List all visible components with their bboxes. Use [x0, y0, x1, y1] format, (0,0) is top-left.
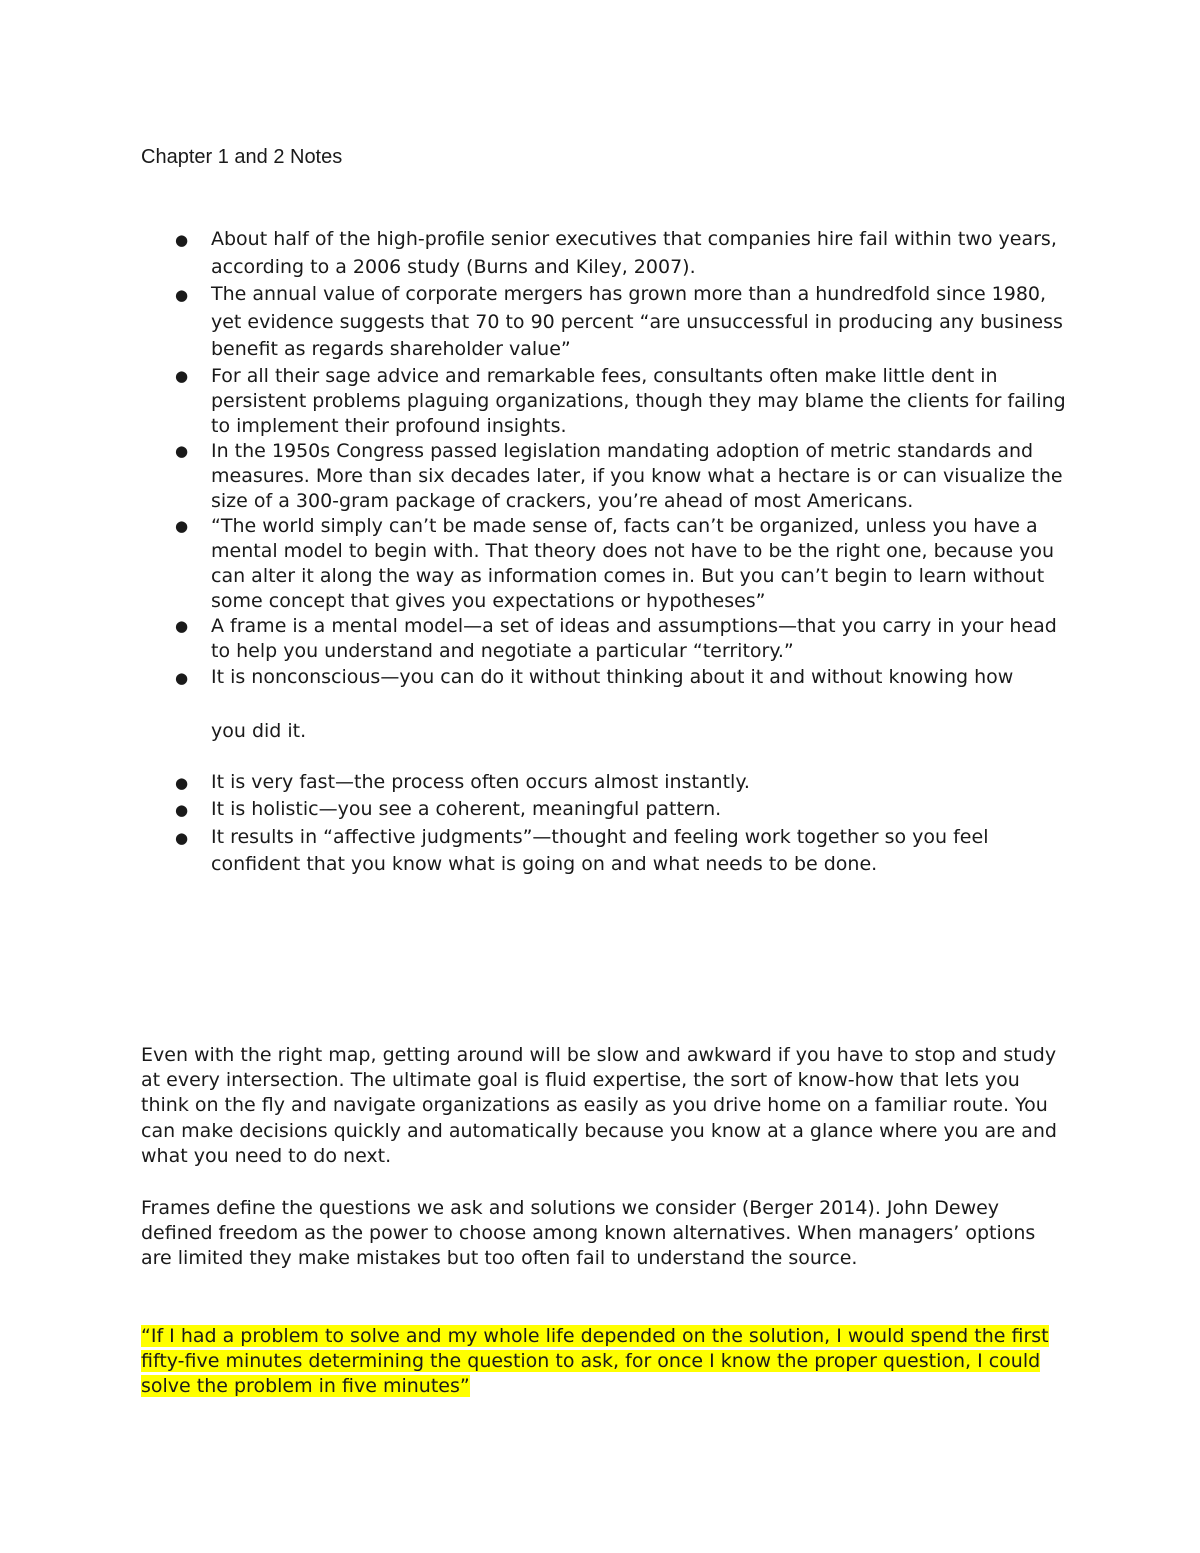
paragraph-fluid-expertise: Even with the right map, getting around will be slow and awkward if you have to stop and study at every intersection. The ultimate goal is fluid expertise, the sort of know-how that lets you think on the fly and navigate organizations as easily as you drive home on a familiar route. You can make decisions quickly and automatically because you know at a glance where you are and what you need to do next.: [141, 1044, 1057, 1167]
list-item: [0, 824, 1071, 879]
document-title: Chapter 1 and 2 Notes: [141, 146, 343, 168]
bullet-icon: ●: [175, 801, 189, 819]
list-item-text: It results in “affective judgments”—thought and feeling work together so you feel confident that you know what is going on and what needs to be done.: [211, 825, 989, 875]
list-item-text: The annual value of corporate mergers has grown more than a hundredfold since 1980, yet evidence suggests that 70 to 90 percent “are unsuccessful in producing any business benefit as regards shareholder value”: [211, 283, 1063, 360]
list-item-text: For all their sage advice and remarkable fees, consultants often make little dent in persistent problems plaguing organizations, though they may blame the clients for failing to implement their profound insights.: [211, 364, 1066, 437]
list-item-text: A frame is a mental model—a set of ideas and assumptions—that you carry in your head to help you understand and negotiate a particular “territory.”: [211, 614, 1057, 662]
list-item-text: It is nonconscious—you can do it without thinking about it and without knowing how: [211, 665, 1014, 688]
bullet-icon: ●: [175, 286, 189, 304]
bullet-icon: ●: [175, 366, 189, 385]
list-item: [0, 364, 1071, 439]
list-item: [0, 281, 1071, 364]
list-item: [0, 439, 1071, 514]
list-item-continuation: you did it.: [211, 720, 307, 742]
bullet-icon: ●: [175, 231, 189, 249]
bullet-icon: ●: [175, 773, 189, 792]
bullet-icon: ●: [175, 668, 189, 687]
bullet-icon: ●: [175, 828, 189, 847]
list-item: [0, 796, 1071, 824]
list-item: [0, 514, 1071, 614]
bullet-icon: ●: [175, 616, 189, 635]
list-item-text: It is very fast—the process often occurs almost instantly.: [211, 770, 750, 793]
bullet-icon: ●: [175, 441, 189, 460]
list-item-text: It is holistic—you see a coherent, meaningful pattern.: [211, 798, 722, 820]
list-item-text: In the 1950s Congress passed legislation mandating adoption of metric standards and measures. More than six decades later, if you know what a hectare is or can visualize the size of a 300-gram package of crackers, you’re ahead of most Americans.: [211, 439, 1063, 512]
list-item-text: “The world simply can’t be made sense of, facts can’t be organized, unless you have a mental model to begin with. That theory does not have to be the right one, because you can alter it along the way as information comes in. But you can’t begin to learn without some concept that gives you expectations or hypotheses”: [211, 514, 1054, 612]
list-item: [0, 664, 1071, 769]
list-item-text: About half of the high-profile senior executives that companies hire fail within two years, according to a 2006 study (Burns and Kiley, 2007).: [211, 228, 1057, 278]
highlighted-quote-paragraph: [141, 1324, 1071, 1400]
list-item: [0, 226, 1071, 281]
paragraph-frames-define-questions: Frames define the questions we ask and solutions we consider (Berger 2014). John Dewey defined freedom as the power to choose among known alternatives. When managers’ options are limited they make mistakes but too often fail to understand the source.: [141, 1197, 1036, 1270]
list-item: [0, 769, 1071, 797]
bullet-icon: ●: [175, 516, 189, 535]
notes-bullet-list: [0, 226, 1200, 879]
highlighted-quote: “If I had a problem to solve and my whole life depended on the solution, I would spend the first fifty-five minutes determining the question to ask, for once I know the proper question, I could solve the problem in five minutes”: [141, 1325, 1049, 1398]
list-item: [0, 614, 1071, 664]
